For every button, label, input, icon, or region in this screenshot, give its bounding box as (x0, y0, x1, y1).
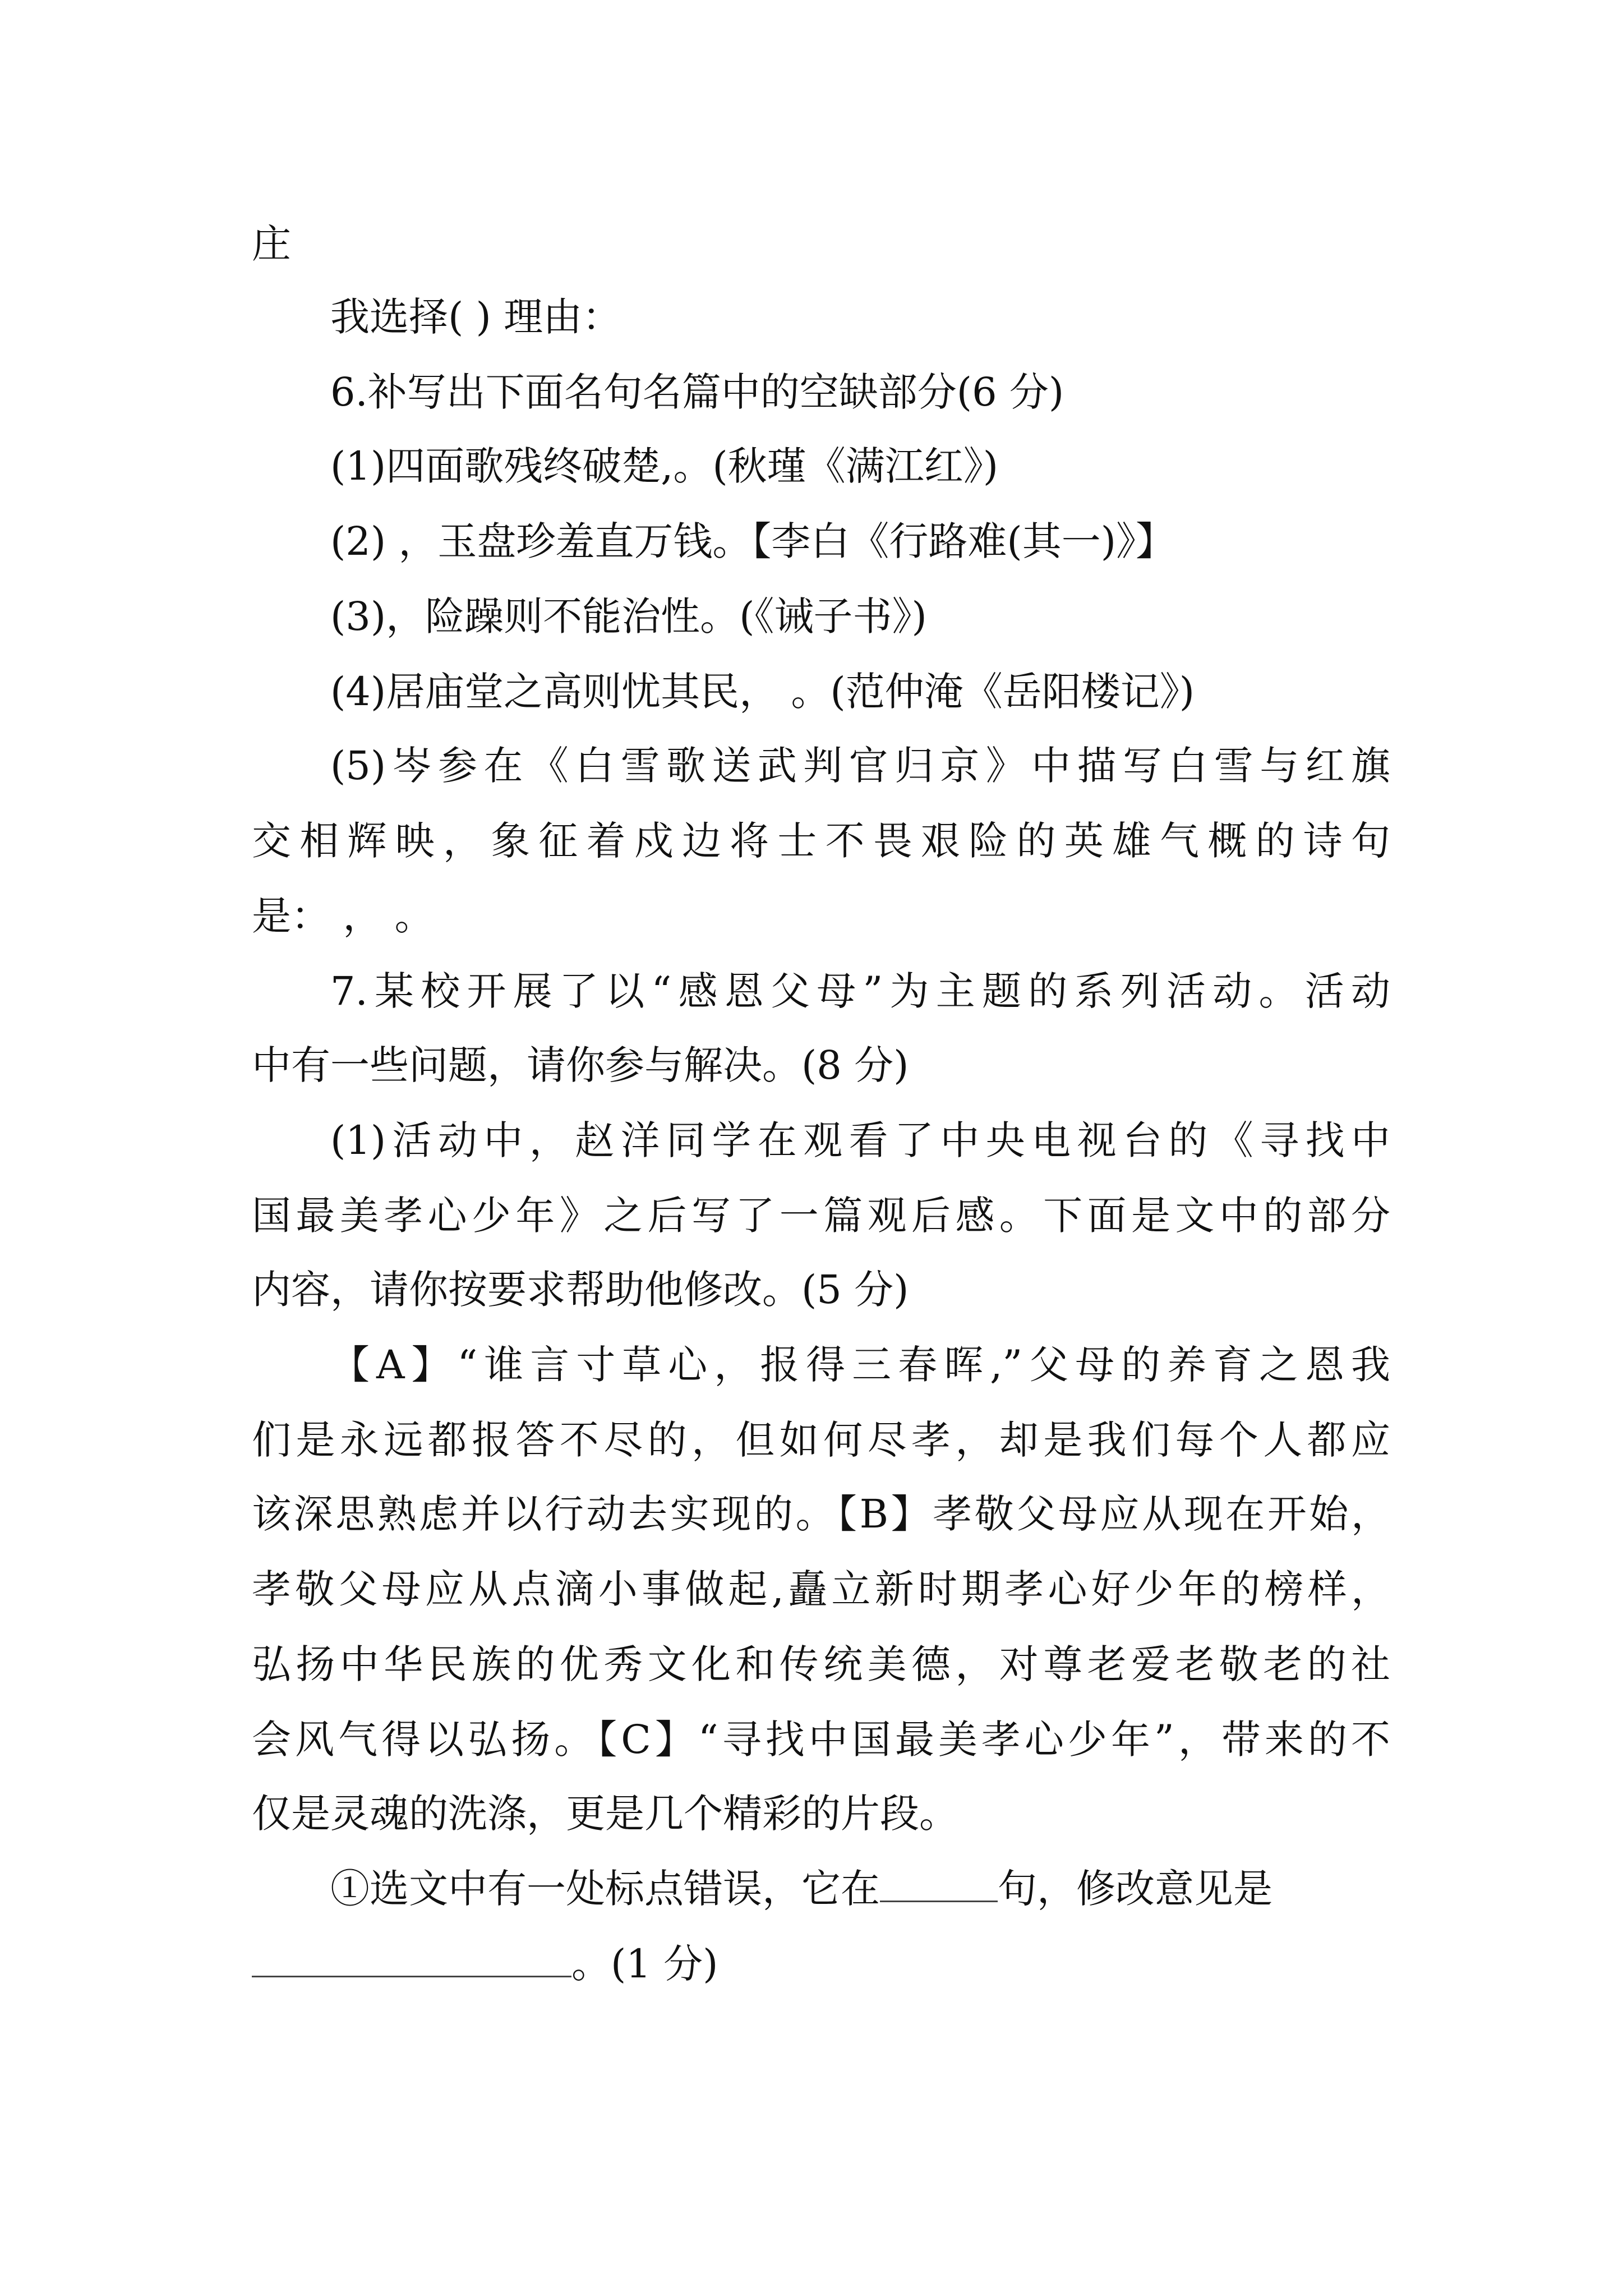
text-line: (4)居庙堂之高则忧其民， 。(范仲淹《岳阳楼记》) (330, 669, 1195, 715)
passage-line: 孝敬父母应从点滴小事做起,矗立新时期孝心好少年的榜样， (252, 1566, 1390, 1612)
text-line: (1)活动中，赵洋同学在观看了中央电视台的《寻找中 (330, 1117, 1390, 1163)
text-line: 内容，请你按要求帮助他修改。(5 分) (252, 1267, 909, 1313)
question-6-heading: 6.补写出下面名句名篇中的空缺部分(6 分) (330, 369, 1064, 415)
answer-blank[interactable] (880, 1867, 998, 1902)
question-text: ①选文中有一处标点错误，它在 (330, 1866, 880, 1912)
text-line: 是： ， 。 (252, 893, 434, 939)
passage-line: 会风气得以弘扬。【C】“寻找中国最美孝心少年”，带来的不 (252, 1717, 1390, 1763)
question-text: 句，修改意见是 (998, 1866, 1272, 1912)
passage-line: 们是永远都报答不尽的，但如何尽孝，却是我们每个人都应 (252, 1417, 1390, 1463)
text-line: 国最美孝心少年》之后写了一篇观后感。下面是文中的部分 (252, 1193, 1390, 1239)
text-line: (1)四面歌残终破楚,。(秋瑾《满江红》) (330, 443, 999, 489)
passage-line: 仅是灵魂的洗涤，更是几个精彩的片段。 (252, 1791, 958, 1837)
passage-line: 弘扬中华民族的优秀文化和传统美德，对尊老爱老敬老的社 (252, 1641, 1390, 1687)
question-line (252, 1931, 1390, 1997)
text-line: (2) ，玉盘珍羞直万钱。【李白《行路难(其一)》】 (330, 518, 1175, 564)
text-line: 庄 (252, 221, 291, 267)
text-line: 中有一些问题，请你参与解决。(8 分) (252, 1042, 909, 1088)
text-line: 交相辉映，象征着戍边将士不畏艰险的英雄气概的诗句 (252, 818, 1390, 864)
question-line (330, 1856, 1390, 1922)
text-line: (3)，险躁则不能治性。(《诫子书》) (330, 593, 927, 639)
answer-blank[interactable] (252, 1942, 571, 1977)
question-text: 。(1 分) (571, 1941, 718, 1987)
passage-line: 【A】“谁言寸草心，报得三春晖,”父母的养育之恩我 (330, 1342, 1390, 1388)
text-line: (5)岑参在《白雪歌送武判官归京》中描写白雪与红旗 (330, 743, 1390, 789)
text-line: 我选择( ) 理由： (330, 294, 622, 340)
passage-line: 该深思熟虑并以行动去实现的。【B】孝敬父母应从现在开始， (252, 1491, 1390, 1537)
question-7-heading: 7.某校开展了以“感恩父母”为主题的系列活动。活动 (330, 968, 1390, 1014)
